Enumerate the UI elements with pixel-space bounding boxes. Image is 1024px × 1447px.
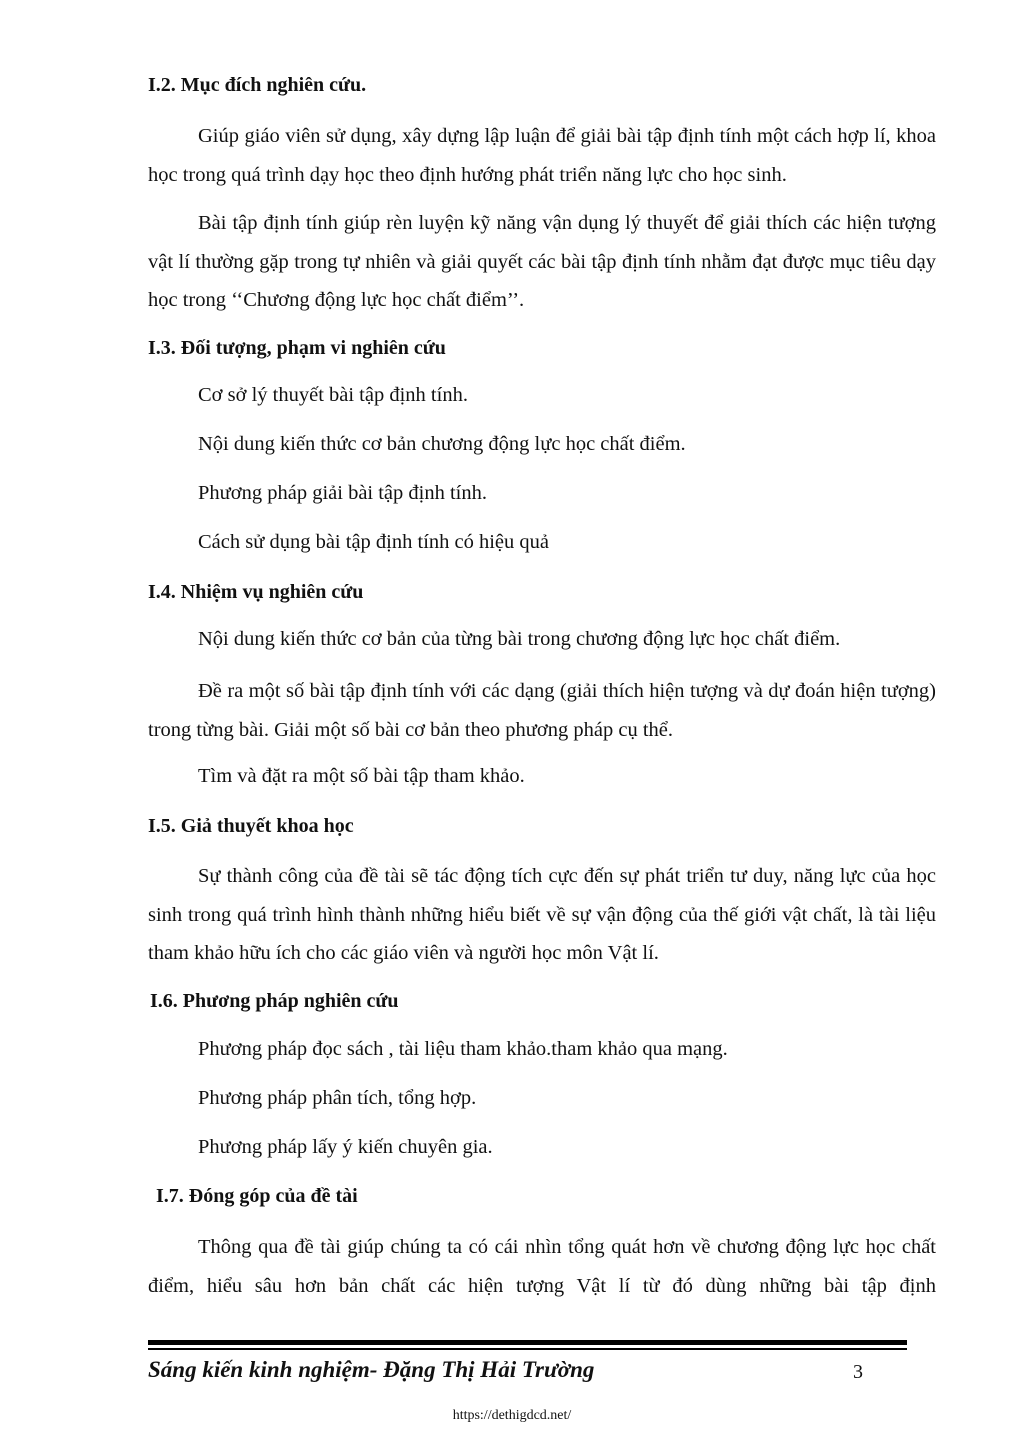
scope-item: Nội dung kiến thức cơ bản chương động lực học chất điểm. [198, 433, 686, 455]
paragraph-tasks: Đề ra một số bài tập định tính với các dạng (giải thích hiện tượng và dự đoán hiện tượng) trong từng bài. Giải một số bài cơ bản theo phương pháp cụ thể. [148, 680, 936, 741]
section-heading-contribution: I.7. Đóng góp của đề tài [156, 1185, 358, 1207]
paragraph-contribution: Thông qua đề tài giúp chúng ta có cái nhìn tổng quát hơn về chương động lực học chất điểm, hiểu sâu hơn bản chất các hiện tượng Vật lí từ đó dùng những bài tập định [148, 1236, 936, 1297]
scope-item: Phương pháp giải bài tập định tính. [198, 482, 487, 504]
footer-rule-thin [148, 1348, 907, 1350]
paragraph-purpose-2: Bài tập định tính giúp rèn luyện kỹ năng vận dụng lý thuyết để giải thích các hiện tượng vật lí thường gặp trong tự nhiên và giải quyết các bài tập định tính nhằm đạt được mục tiêu dạy học trong ‘‘Chương động lực học chất điểm’’. [148, 212, 936, 311]
methods-item: Phương pháp lấy ý kiến chuyên gia. [198, 1136, 493, 1158]
section-heading-scope: I.3. Đối tượng, phạm vi nghiên cứu [148, 337, 446, 359]
tasks-item: Tìm và đặt ra một số bài tập tham khảo. [198, 765, 525, 787]
footer-rule-thick [148, 1340, 907, 1345]
page-number: 3 [853, 1361, 863, 1383]
scope-item: Cách sử dụng bài tập định tính có hiệu quả [198, 531, 550, 553]
section-heading-hypothesis: I.5. Giả thuyết khoa học [148, 815, 354, 837]
scope-item: Cơ sở lý thuyết bài tập định tính. [198, 384, 468, 406]
section-heading-methods: I.6. Phương pháp nghiên cứu [150, 990, 399, 1012]
source-url: https://dethigdcd.net/ [452, 1408, 572, 1423]
section-heading-purpose: I.2. Mục đích nghiên cứu. [148, 74, 367, 96]
section-heading-tasks: I.4. Nhiệm vụ nghiên cứu [148, 581, 364, 603]
footer-title: Sáng kiến kinh nghiệm- Đặng Thị Hải Trường [148, 1357, 595, 1382]
paragraph-purpose-1: Giúp giáo viên sử dụng, xây dựng lập luận để giải bài tập định tính một cách hợp lí, khoa học trong quá trình dạy học theo định hướng phát triển năng lực cho học sinh. [148, 125, 936, 186]
paragraph-hypothesis: Sự thành công của đề tài sẽ tác động tích cực đến sự phát triển tư duy, năng lực của học sinh trong quá trình hình thành những hiểu biết về sự vận động của thế giới vật chất, là tài liệu tham khảo hữu ích cho các giáo viên và người học môn Vật lí. [148, 865, 936, 964]
tasks-item: Nội dung kiến thức cơ bản của từng bài trong chương động lực học chất điểm. [198, 628, 841, 650]
methods-item: Phương pháp phân tích, tổng hợp. [198, 1087, 477, 1109]
methods-item: Phương pháp đọc sách , tài liệu tham khảo.tham khảo qua mạng. [198, 1038, 728, 1060]
